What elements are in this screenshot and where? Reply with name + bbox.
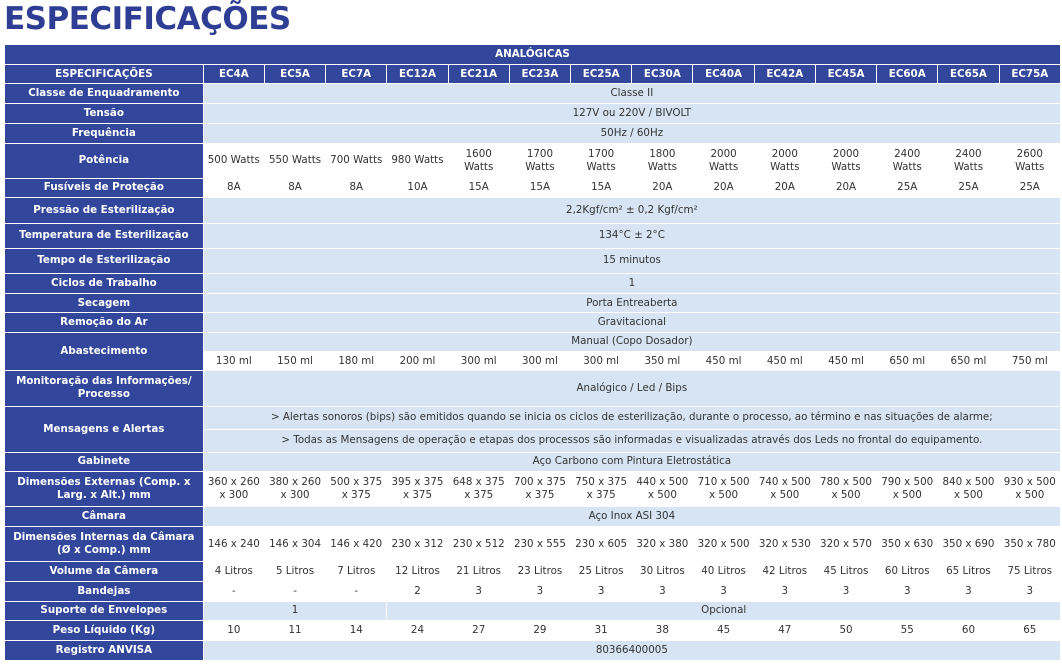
fusiveis-cell: 20A: [693, 179, 753, 198]
remocao-value: Gravitacional: [204, 313, 1060, 332]
potencia-cell: 2400 Watts: [938, 144, 998, 178]
page-title: ESPECIFICAÇÕES: [4, 1, 291, 37]
volume-cell: 23 Litros: [510, 562, 570, 581]
specifications-table: [4, 44, 1061, 661]
row-label-fusiveis: Fusíveis de Proteção: [5, 179, 203, 198]
category-header: ANALÓGICAS: [5, 45, 1060, 64]
peso-cell: 31: [571, 621, 631, 640]
row-label-mensagens: Mensagens e Alertas: [5, 407, 203, 452]
gabinete-value: Aço Carbono com Pintura Eletrostática: [204, 453, 1060, 472]
model-header-row: [5, 65, 1060, 84]
dim-ext-cell: 710 x 500 x 500: [693, 472, 753, 506]
dim-ext-cell: 840 x 500 x 500: [938, 472, 998, 506]
dim-ext-cell: 380 x 260 x 300: [265, 472, 325, 506]
table-row: [5, 407, 1060, 429]
model-header-ec4a: EC4A: [204, 65, 264, 84]
dim-ext-cell: 700 x 375 x 375: [510, 472, 570, 506]
abastecimento-cell: 200 ml: [387, 352, 447, 371]
dim-int-cell: 146 x 420: [326, 527, 386, 561]
dim-int-cell: 350 x 630: [877, 527, 937, 561]
table-row: [5, 313, 1060, 332]
fusiveis-cell: 15A: [449, 179, 509, 198]
peso-cell: 38: [632, 621, 692, 640]
row-label-secagem: Secagem: [5, 294, 203, 313]
bandejas-cell: -: [326, 582, 386, 601]
fusiveis-cell: 8A: [204, 179, 264, 198]
table-row: [5, 198, 1060, 222]
volume-cell: 4 Litros: [204, 562, 264, 581]
volume-cell: 65 Litros: [938, 562, 998, 581]
table-row: [5, 333, 1060, 351]
table-row: [5, 507, 1060, 526]
potencia-cell: 1800 Watts: [632, 144, 692, 178]
abastecimento-cell: 150 ml: [265, 352, 325, 371]
peso-cell: 50: [816, 621, 876, 640]
row-label-tempo: Tempo de Esterilização: [5, 249, 203, 273]
volume-cell: 7 Litros: [326, 562, 386, 581]
row-label-remocao: Remoção do Ar: [5, 313, 203, 332]
tensao-value: 127V ou 220V / BIVOLT: [204, 104, 1060, 123]
row-label-anvisa: Registro ANVISA: [5, 641, 203, 660]
dim-int-cell: 320 x 380: [632, 527, 692, 561]
model-header-ec65a: EC65A: [938, 65, 998, 84]
row-label-tensao: Tensão: [5, 104, 203, 123]
model-header-ec45a: EC45A: [816, 65, 876, 84]
fusiveis-cell: 10A: [387, 179, 447, 198]
bandejas-cell: 3: [938, 582, 998, 601]
dim-int-cell: 230 x 512: [449, 527, 509, 561]
peso-cell: 10: [204, 621, 264, 640]
table-row: [5, 84, 1060, 103]
bandejas-cell: 3: [877, 582, 937, 601]
potencia-cell: 2000 Watts: [755, 144, 815, 178]
anvisa-value: 80366400005: [204, 641, 1060, 660]
dim-ext-cell: 500 x 375 x 375: [326, 472, 386, 506]
abastecimento-cell: 300 ml: [571, 352, 631, 371]
row-label-volume: Volume da Câmera: [5, 562, 203, 581]
suporte-value-a: 1: [204, 602, 387, 621]
bandejas-cell: 3: [755, 582, 815, 601]
peso-cell: 47: [755, 621, 815, 640]
tempo-value: 15 minutos: [204, 249, 1060, 273]
peso-cell: 60: [938, 621, 998, 640]
table-row: [5, 641, 1060, 660]
row-label-pressao: Pressão de Esterilização: [5, 198, 203, 222]
suporte-value-b: Opcional: [387, 602, 1060, 621]
bandejas-cell: -: [204, 582, 264, 601]
dim-int-cell: 230 x 312: [387, 527, 447, 561]
volume-cell: 25 Litros: [571, 562, 631, 581]
dim-int-cell: 320 x 570: [816, 527, 876, 561]
table-row: [5, 144, 1060, 178]
bandejas-cell: 2: [387, 582, 447, 601]
dim-int-cell: 230 x 555: [510, 527, 570, 561]
dim-ext-cell: 780 x 500 x 500: [816, 472, 876, 506]
table-row: [5, 621, 1060, 640]
volume-cell: 60 Litros: [877, 562, 937, 581]
peso-cell: 14: [326, 621, 386, 640]
secagem-value: Porta Entreaberta: [204, 294, 1060, 313]
volume-cell: 42 Litros: [755, 562, 815, 581]
table-row: [5, 104, 1060, 123]
row-label-dim-int: Dimensões Internas da Câmara (Ø x Comp.) mm: [5, 527, 203, 561]
dim-int-cell: 320 x 530: [755, 527, 815, 561]
abastecimento-cell: 650 ml: [877, 352, 937, 371]
category-row: [5, 45, 1060, 64]
volume-cell: 5 Litros: [265, 562, 325, 581]
potencia-cell: 2000 Watts: [693, 144, 753, 178]
dim-ext-cell: 440 x 500 x 500: [632, 472, 692, 506]
model-header-ec60a: EC60A: [877, 65, 937, 84]
model-header-ec40a: EC40A: [693, 65, 753, 84]
dim-ext-cell: 790 x 500 x 500: [877, 472, 937, 506]
bandejas-cell: 3: [816, 582, 876, 601]
table-row: [5, 371, 1060, 405]
abastecimento-cell: 300 ml: [510, 352, 570, 371]
potencia-cell: 1700 Watts: [571, 144, 631, 178]
row-label-suporte: Suporte de Envelopes: [5, 602, 203, 621]
bandejas-cell: 3: [693, 582, 753, 601]
dim-ext-cell: 740 x 500 x 500: [755, 472, 815, 506]
potencia-cell: 500 Watts: [204, 144, 264, 178]
temperatura-value: 134°C ± 2°C: [204, 224, 1060, 248]
dim-ext-cell: 930 x 500 x 500: [1000, 472, 1060, 506]
dim-ext-cell: 648 x 375 x 375: [449, 472, 509, 506]
model-header-ec42a: EC42A: [755, 65, 815, 84]
potencia-cell: 1700 Watts: [510, 144, 570, 178]
row-label-gabinete: Gabinete: [5, 453, 203, 472]
abastecimento-cell: 350 ml: [632, 352, 692, 371]
row-label-dim-ext: Dimensões Externas (Comp. x Larg. x Alt.) mm: [5, 472, 203, 506]
model-header-ec25a: EC25A: [571, 65, 631, 84]
volume-cell: 21 Litros: [449, 562, 509, 581]
row-label-classe: Classe de Enquadramento: [5, 84, 203, 103]
volume-cell: 75 Litros: [1000, 562, 1060, 581]
abastecimento-cell: 130 ml: [204, 352, 264, 371]
row-label-temperatura: Temperatura de Esterilização: [5, 224, 203, 248]
potencia-cell: 2600 Watts: [1000, 144, 1060, 178]
row-label-frequencia: Frequência: [5, 124, 203, 143]
corner-header: ESPECIFICAÇÕES: [5, 65, 203, 84]
dim-int-cell: 350 x 780: [1000, 527, 1060, 561]
table-row: [5, 224, 1060, 248]
row-label-bandejas: Bandejas: [5, 582, 203, 601]
peso-cell: 11: [265, 621, 325, 640]
dim-ext-cell: 395 x 375 x 375: [387, 472, 447, 506]
peso-cell: 24: [387, 621, 447, 640]
table-row: [5, 527, 1060, 561]
bandejas-cell: 3: [510, 582, 570, 601]
potencia-cell: 980 Watts: [387, 144, 447, 178]
model-header-ec7a: EC7A: [326, 65, 386, 84]
abastecimento-value: Manual (Copo Dosador): [204, 333, 1060, 351]
fusiveis-cell: 15A: [571, 179, 631, 198]
dim-int-cell: 320 x 500: [693, 527, 753, 561]
peso-cell: 65: [1000, 621, 1060, 640]
potencia-cell: 2400 Watts: [877, 144, 937, 178]
fusiveis-cell: 15A: [510, 179, 570, 198]
row-label-abastecimento: Abastecimento: [5, 333, 203, 370]
model-header-ec75a: EC75A: [1000, 65, 1060, 84]
dim-int-cell: 350 x 690: [938, 527, 998, 561]
peso-cell: 45: [693, 621, 753, 640]
potencia-cell: 2000 Watts: [816, 144, 876, 178]
dim-int-cell: 146 x 304: [265, 527, 325, 561]
potencia-cell: 700 Watts: [326, 144, 386, 178]
table-row: [5, 562, 1060, 581]
table-row: [5, 602, 1060, 621]
fusiveis-cell: 8A: [265, 179, 325, 198]
ciclos-value: 1: [204, 274, 1060, 293]
abastecimento-cell: 450 ml: [755, 352, 815, 371]
abastecimento-cell: 180 ml: [326, 352, 386, 371]
camara-value: Aço Inox ASI 304: [204, 507, 1060, 526]
volume-cell: 45 Litros: [816, 562, 876, 581]
peso-cell: 55: [877, 621, 937, 640]
dim-int-cell: 230 x 605: [571, 527, 631, 561]
fusiveis-cell: 8A: [326, 179, 386, 198]
volume-cell: 12 Litros: [387, 562, 447, 581]
row-label-monitoracao: Monitoração das Informações/ Processo: [5, 371, 203, 405]
fusiveis-cell: 20A: [816, 179, 876, 198]
potencia-cell: 550 Watts: [265, 144, 325, 178]
table-row: [5, 472, 1060, 506]
bandejas-cell: 3: [1000, 582, 1060, 601]
table-row: [5, 294, 1060, 313]
classe-value: Classe II: [204, 84, 1060, 103]
table-row: [5, 453, 1060, 472]
model-header-ec12a: EC12A: [387, 65, 447, 84]
peso-cell: 27: [449, 621, 509, 640]
model-header-ec5a: EC5A: [265, 65, 325, 84]
pressao-value: 2,2Kgf/cm² ± 0,2 Kgf/cm²: [204, 198, 1060, 222]
table-row: [5, 179, 1060, 198]
row-label-ciclos: Ciclos de Trabalho: [5, 274, 203, 293]
row-label-potencia: Potência: [5, 144, 203, 178]
table-row: [5, 249, 1060, 273]
table-row: [5, 582, 1060, 601]
potencia-cell: 1600 Watts: [449, 144, 509, 178]
abastecimento-cell: 450 ml: [816, 352, 876, 371]
bandejas-cell: -: [265, 582, 325, 601]
mensagens-line-2: > Todas as Mensagens de operação e etapas dos processos são informadas e visualizadas através dos Leds no frontal do equipamento.: [204, 430, 1060, 452]
fusiveis-cell: 20A: [632, 179, 692, 198]
peso-cell: 29: [510, 621, 570, 640]
model-header-ec21a: EC21A: [449, 65, 509, 84]
abastecimento-cell: 650 ml: [938, 352, 998, 371]
mensagens-line-1: > Alertas sonoros (bips) são emitidos quando se inicia os ciclos de esterilização, durante o processo, ao término e nas situações de alarme;: [204, 407, 1060, 429]
table-row: [5, 274, 1060, 293]
dim-ext-cell: 750 x 375 x 375: [571, 472, 631, 506]
fusiveis-cell: 25A: [938, 179, 998, 198]
row-label-camara: Câmara: [5, 507, 203, 526]
bandejas-cell: 3: [571, 582, 631, 601]
volume-cell: 30 Litros: [632, 562, 692, 581]
table-row: [5, 124, 1060, 143]
abastecimento-cell: 300 ml: [449, 352, 509, 371]
bandejas-cell: 3: [632, 582, 692, 601]
fusiveis-cell: 25A: [877, 179, 937, 198]
fusiveis-cell: 25A: [1000, 179, 1060, 198]
model-header-ec23a: EC23A: [510, 65, 570, 84]
dim-int-cell: 146 x 240: [204, 527, 264, 561]
bandejas-cell: 3: [449, 582, 509, 601]
abastecimento-cell: 450 ml: [693, 352, 753, 371]
frequencia-value: 50Hz / 60Hz: [204, 124, 1060, 143]
monitoracao-value: Analógico / Led / Bips: [204, 371, 1060, 405]
dim-ext-cell: 360 x 260 x 300: [204, 472, 264, 506]
fusiveis-cell: 20A: [755, 179, 815, 198]
volume-cell: 40 Litros: [693, 562, 753, 581]
row-label-peso: Peso Líquido (Kg): [5, 621, 203, 640]
abastecimento-cell: 750 ml: [1000, 352, 1060, 371]
model-header-ec30a: EC30A: [632, 65, 692, 84]
